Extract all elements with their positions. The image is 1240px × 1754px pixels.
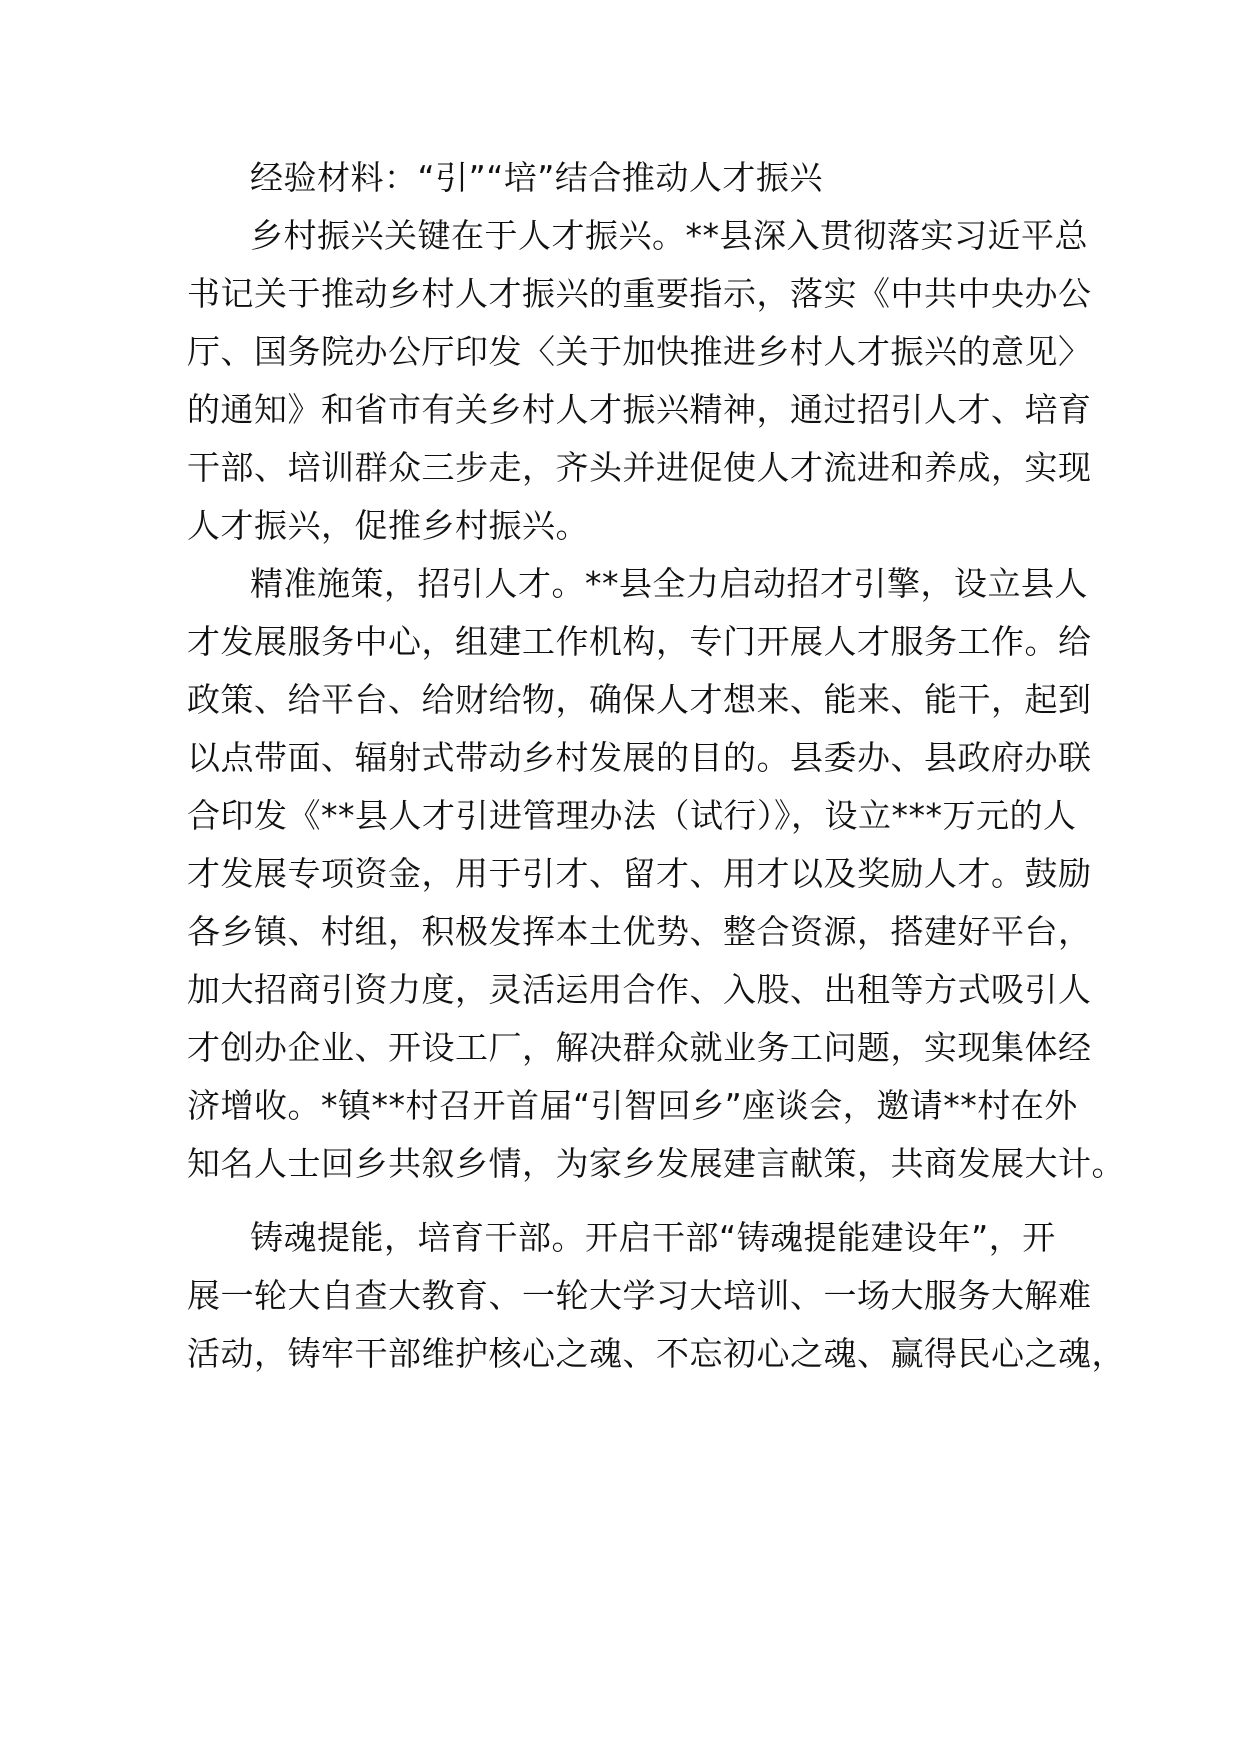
paragraph-line: 才发展专项资金，用于引才、留才、用才以及奖励人才。鼓励 (187, 854, 1092, 893)
paragraph-line: 政策、给平台、给财给物，确保人才想来、能来、能干，起到 (187, 680, 1092, 719)
document-title: 经验材料：“引”“培”结合推动人才振兴 (250, 158, 823, 197)
paragraph-line: 乡村振兴关键在于人才振兴。**县深入贯彻落实习近平总 (250, 216, 1088, 255)
paragraph-line: 精准施策，招引人才。**县全力启动招才引擎，设立县人 (250, 564, 1088, 603)
paragraph-line: 以点带面、辐射式带动乡村发展的目的。县委办、县政府办联 (187, 738, 1092, 777)
paragraph-line: 人才振兴，促推乡村振兴。 (187, 506, 589, 545)
paragraph-line: 书记关于推动乡村人才振兴的重要指示，落实《中共中央办公 (187, 274, 1092, 313)
paragraph-line: 各乡镇、村组，积极发挥本土优势、整合资源，搭建好平台， (187, 912, 1092, 951)
paragraph-line: 展一轮大自查大教育、一轮大学习大培训、一场大服务大解难 (187, 1276, 1092, 1315)
paragraph-line: 知名人士回乡共叙乡情，为家乡发展建言献策，共商发展大计。 (187, 1144, 1125, 1183)
paragraph-line: 干部、培训群众三步走，齐头并进促使人才流进和养成，实现 (187, 448, 1092, 487)
paragraph-line: 才创办企业、开设工厂，解决群众就业务工问题，实现集体经 (187, 1028, 1092, 1067)
paragraph-line: 厅、国务院办公厅印发〈关于加快推进乡村人才振兴的意见〉 (187, 332, 1092, 371)
paragraph-line: 的通知》和省市有关乡村人才振兴精神，通过招引人才、培育 (187, 390, 1092, 429)
paragraph-line: 才发展服务中心，组建工作机构，专门开展人才服务工作。给 (187, 622, 1092, 661)
paragraph-line: 加大招商引资力度，灵活运用合作、入股、出租等方式吸引人 (187, 970, 1092, 1009)
paragraph-line: 活动，铸牢干部维护核心之魂、不忘初心之魂、赢得民心之魂， (187, 1334, 1125, 1373)
paragraph-line: 济增收。*镇**村召开首届“引智回乡”座谈会，邀请**村在外 (187, 1086, 1078, 1125)
paragraph-line: 铸魂提能，培育干部。开启干部“铸魂提能建设年”，开 (250, 1218, 1056, 1257)
paragraph-line: 合印发《**县人才引进管理办法（试行）》，设立***万元的人 (187, 796, 1077, 835)
